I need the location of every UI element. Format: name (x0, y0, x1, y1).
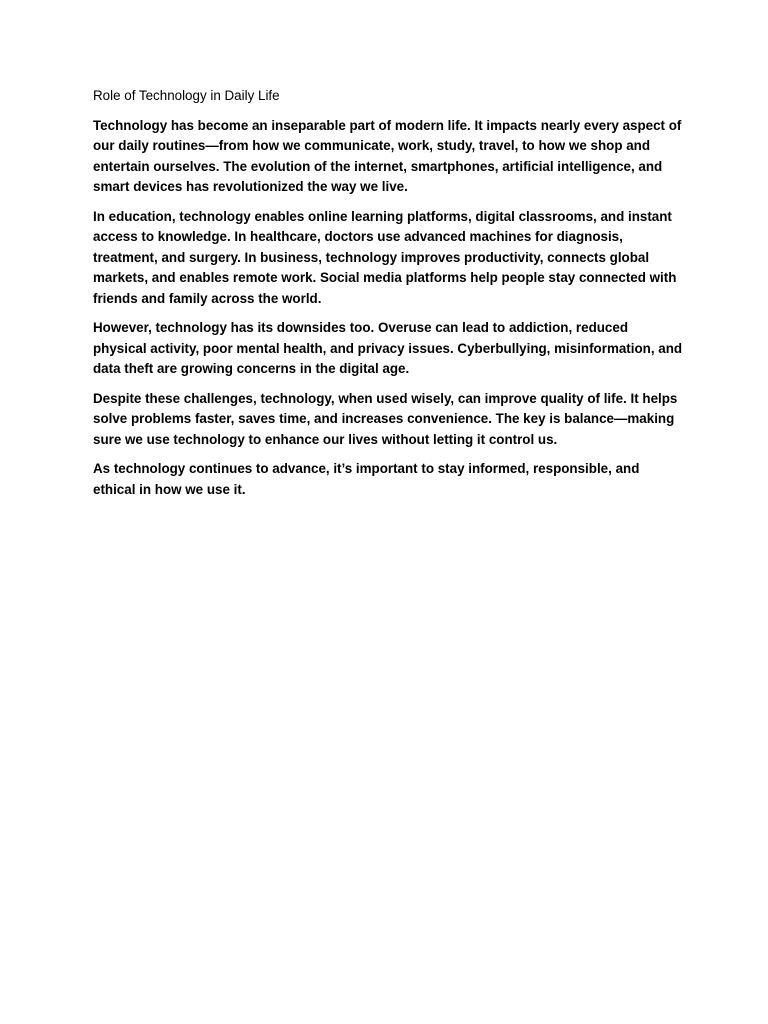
paragraph-conclusion: As technology continues to advance, it’s important to stay informed, responsible, and ethical in how we use it. (93, 461, 640, 497)
document-body (93, 86, 683, 509)
paragraph-introduction: Technology has become an inseparable part of modern life. It impacts nearly every aspect of our daily routines—from how we communicate, work, study, travel, to how we shop and entertain ourselves. The evolution of the internet, smartphones, artificial intelligence, and smart devices has revolutionized the way we live. (93, 117, 682, 194)
paragraph-balance: Despite these challenges, technology, when used wisely, can improve quality of life. It helps solve problems faster, saves time, and increases convenience. The key is balance—making sure we use technology to enhance our lives without letting it control us. (93, 390, 678, 447)
document-title: Role of Technology in Daily Life (93, 88, 280, 103)
paragraph-benefits: In education, technology enables online learning platforms, digital classrooms, and instant access to knowledge. In healthcare, doctors use advanced machines for diagnosis, treatment, and surgery. In business, technology improves productivity, connects global markets, and enables remote work. Social media platforms help people stay connected with friends and family across the world. (93, 208, 677, 306)
paragraph-downsides: However, technology has its downsides too. Overuse can lead to addiction, reduced physical activity, poor mental health, and privacy issues. Cyberbullying, misinformation, and data theft are growing concerns in the digital age. (93, 320, 683, 376)
